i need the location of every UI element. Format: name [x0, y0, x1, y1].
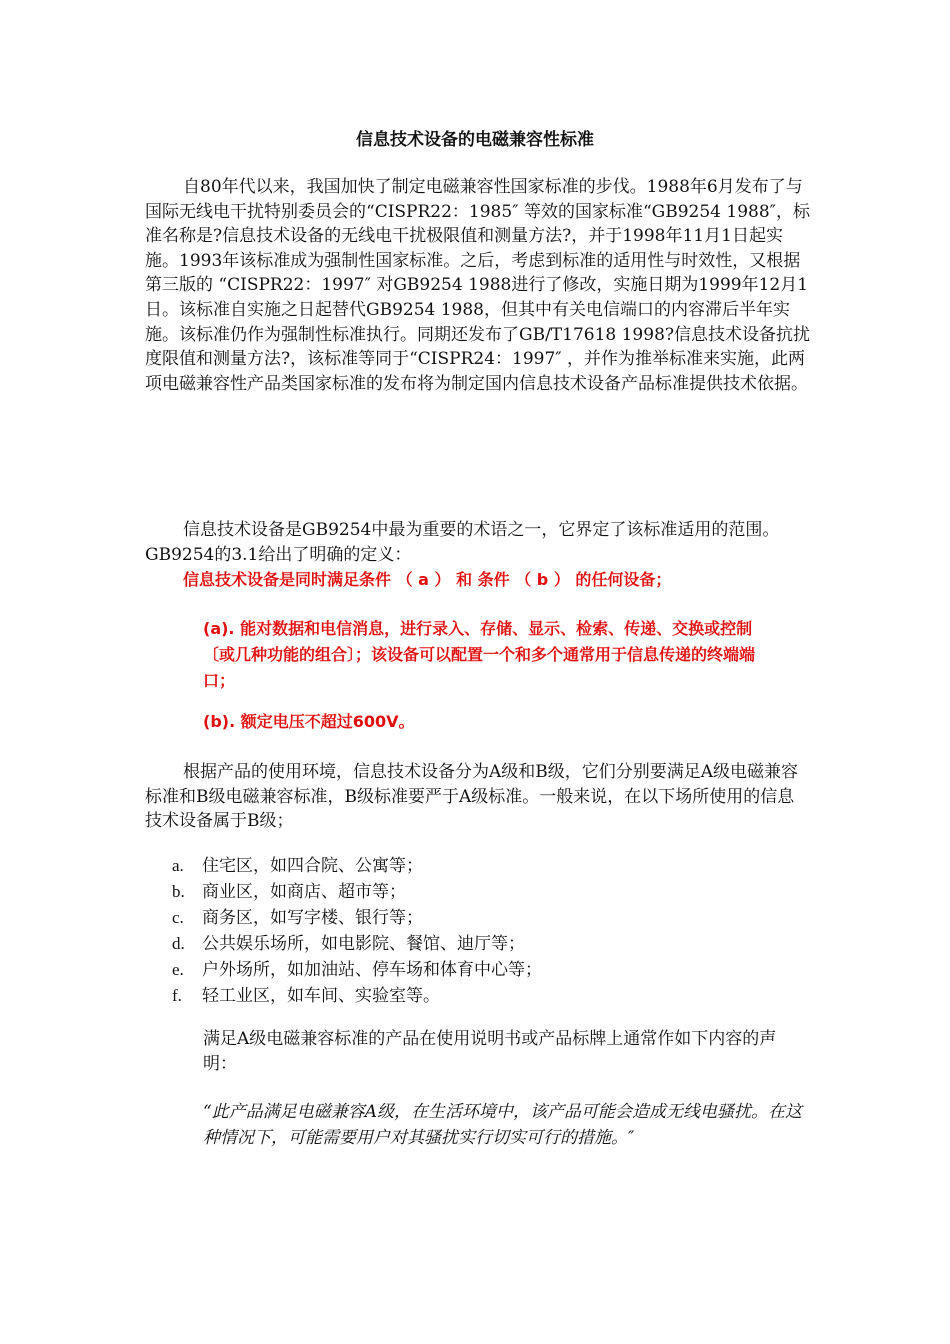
list-item — [172, 957, 772, 983]
list-item-text: 轻工业区，如车间、实验室等。 — [202, 986, 440, 1006]
paragraph-classification: 根据产品的使用环境，信息技术设备分为A级和B级，它们分别要满足A级电磁兼容标准和B级电磁兼容标准，B级标准要严于A级标准。一般来说，在以下场所使用的信息技术设备属于B级； — [145, 762, 799, 832]
list-marker: d. — [172, 934, 185, 953]
list-marker: b. — [172, 882, 185, 901]
paragraph-declaration-intro: 满足A级电磁兼容标准的产品在使用说明书或产品标牌上通常作如下内容的声明： — [203, 1029, 777, 1074]
list-marker: e. — [172, 960, 184, 979]
paragraph-definition-intro: 信息技术设备是GB9254中最为重要的术语之一，它界定了该标准适用的范围。GB9254的3.1给出了明确的定义： — [145, 520, 780, 565]
list-item-text: 商务区，如写字楼、银行等； — [202, 908, 423, 928]
list-item — [172, 931, 772, 957]
list-item-text: 户外场所，如加油站、停车场和体育中心等； — [202, 960, 542, 980]
list-marker: a. — [172, 856, 184, 875]
list-item — [172, 853, 772, 879]
declaration-quote: “此产品满足电磁兼容A级，在生活环境中，该产品可能会造成无线电骚扰。在这种情况下，可能需要用户对其骚扰实行切实可行的措施。″ — [203, 1102, 802, 1148]
list-marker: c. — [172, 908, 184, 927]
list-item-text: 公共娱乐场所，如电影院、餐馆、迪厅等； — [202, 934, 525, 954]
class-b-location-list — [172, 853, 772, 1009]
list-item-text: 商业区，如商店、超市等； — [202, 882, 406, 902]
list-item-text: 住宅区，如四合院、公寓等； — [202, 856, 423, 876]
definition-statement: 信息技术设备是同时满足条件 （ a ） 和 条件 （ b ） 的任何设备； — [183, 570, 672, 589]
definition-condition-a: (a). 能对数据和电信消息，进行录入、存储、显示、检索、传递、交换或控制〔或几种功能的组合〕；该设备可以配置一个和多个通常用于信息传递的终端端口； — [203, 619, 756, 690]
list-item — [172, 879, 772, 905]
list-marker: f. — [172, 986, 182, 1005]
paragraph-history: 自80年代以来，我国加快了制定电磁兼容性国家标准的步伐。1988年6月发布了与国际无线电干扰特别委员会的“CISPR22：1985″ 等效的国家标准“GB9254 1988″，标准名称是?信息技术设备的无线电干扰极限值和测量方法?，并于1998年11月1日起实施。1993年该标准成为强制性国家标准。之后，考虑到标准的适用性与时效性，又根据第三版的 “CISPR22：1997″ 对GB9254 1988进行了修改，实施日期为1999年12月1日。该标准自实施之日起替代GB9254 1988，但其中有关电信端口的内容滞后半年实施。该标准仍作为强制性标准执行。同期还发布了GB/T17618 1998?信息技术设备抗扰度限值和测量方法?，该标准等同于“CISPR24：1997″ ，并作为推举标准来实施，此两项电磁兼容性产品类国家标准的发布将为制定国内信息技术设备产品标准提供技术依据。 — [145, 177, 810, 394]
definition-condition-b: (b). 额定电压不超过600V。 — [203, 712, 415, 731]
list-item — [172, 905, 772, 931]
list-item — [172, 983, 772, 1009]
document-title: 信息技术设备的电磁兼容性标准 — [356, 130, 594, 150]
